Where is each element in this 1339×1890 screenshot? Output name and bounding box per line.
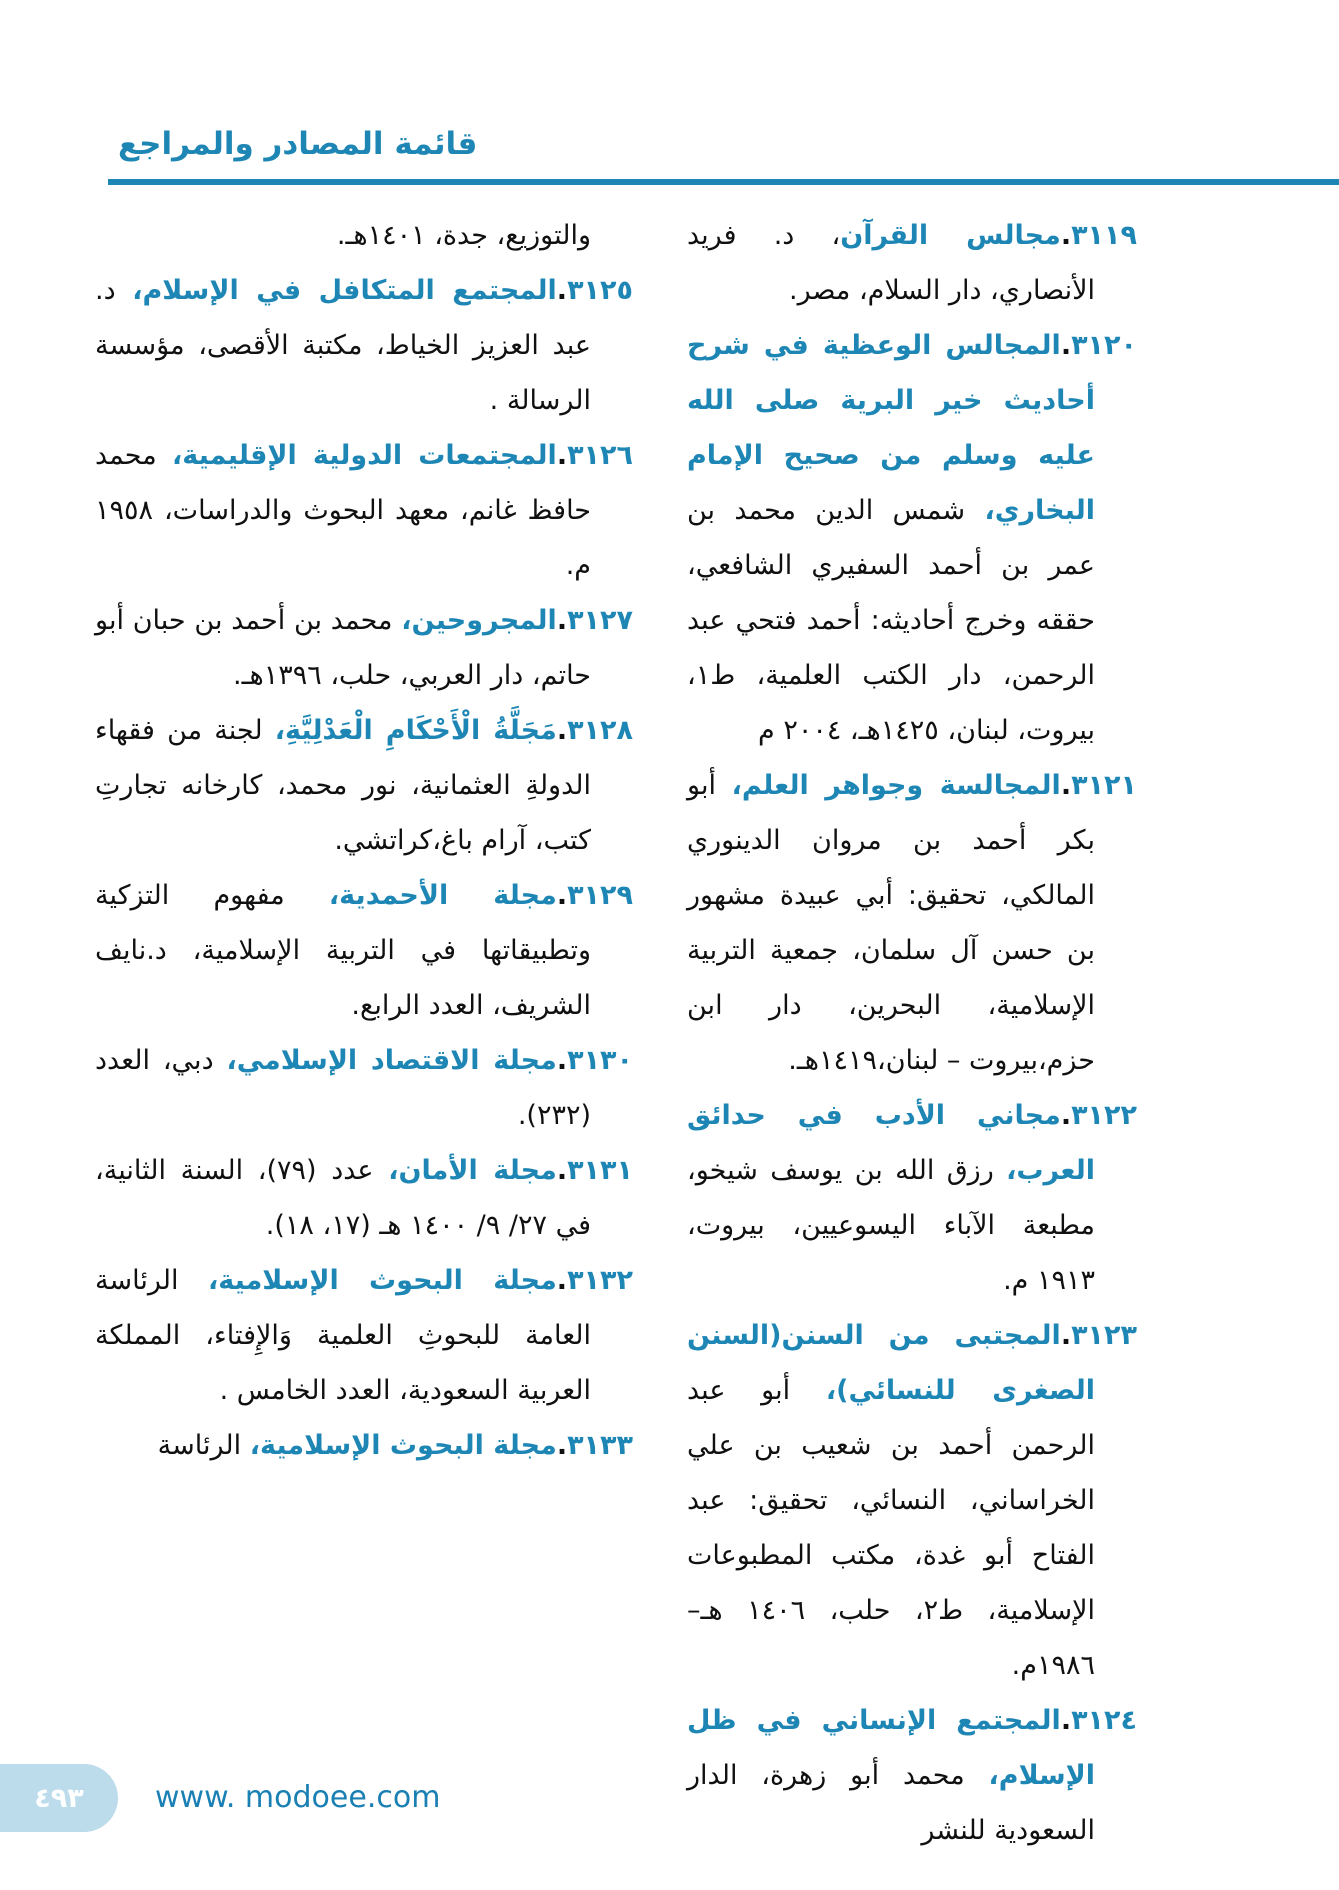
entry-number-dot: . — [556, 1155, 568, 1186]
entry-title: مجلة الأمان، — [388, 1155, 557, 1186]
entry-number: ٣١٢٢ — [1071, 1100, 1137, 1131]
entry-number: ٣١٢٦ — [567, 440, 633, 471]
entry-details: دبي، العدد (٢٣٢). — [95, 1045, 591, 1131]
entry-number: ٣١٣٣ — [567, 1430, 633, 1461]
entry-title: مجلة الأحمدية، — [328, 880, 557, 911]
column-right — [687, 208, 1137, 1858]
entry-number-dot: . — [1060, 330, 1072, 361]
entry-details: الرئاسة العامة للبحوثِ العلمية وَالإِفتاء، المملكة العربية السعودية، العدد الخامس . — [95, 1265, 591, 1406]
entry-number-dot: . — [1060, 770, 1072, 801]
entry-title: المجتبى من السنن(السنن الصغرى للنسائي)، — [687, 1320, 1096, 1406]
reference-entry — [95, 703, 633, 868]
reference-entry — [687, 1693, 1137, 1858]
reference-entry — [687, 318, 1137, 758]
entry-title: مجلة البحوث الإسلامية، — [207, 1265, 557, 1296]
entry-number: ٣١٢٥ — [567, 275, 633, 306]
reference-entry — [95, 1253, 633, 1418]
page-title: قائمة المصادر والمراجع — [118, 126, 478, 162]
entry-title: المجتمعات الدولية الإقليمية، — [171, 440, 557, 471]
reference-entry — [95, 593, 633, 703]
reference-entry-continuation — [95, 208, 633, 263]
page-number-badge — [0, 1764, 118, 1832]
entry-title: المجتمع المتكافل في الإسلام، — [132, 275, 557, 306]
entry-number-dot: . — [556, 1265, 568, 1296]
entry-details: الرئاسة — [157, 1430, 250, 1461]
entry-number: ٣١٢٠ — [1071, 330, 1137, 361]
entry-number-dot: . — [556, 275, 568, 306]
entry-number-dot: . — [556, 1430, 568, 1461]
entry-number-dot: . — [1060, 1100, 1072, 1131]
entry-number: ٣١٣٠ — [567, 1045, 634, 1076]
entry-title: مجلة البحوث الإسلامية، — [249, 1430, 557, 1461]
entry-number: ٣١١٩ — [1071, 220, 1137, 251]
entry-number-dot: . — [556, 880, 568, 911]
entry-number-dot: . — [556, 1045, 568, 1076]
entry-number: ٣١٢٧ — [567, 605, 633, 636]
reference-entry — [687, 1308, 1137, 1693]
entry-details: مفهوم التزكية وتطبيقاتها في التربية الإسلامية، د.نايف الشريف، العدد الرابع. — [95, 880, 591, 1021]
entry-details: شمس الدين محمد بن عمر بن أحمد السفيري الشافعي، حققه وخرج أحاديثه: أحمد فتحي عبد الرحمن، دار الكتب العلمية، ط١، بيروت، لبنان، ١٤٢٥هـ، ٢٠٠٤ م — [687, 495, 1095, 746]
entry-number-dot: . — [1060, 1705, 1072, 1736]
entry-title: مَجَلَّةُ الْأَحْكَامِ الْعَدْلِيَّةِ، — [274, 715, 557, 746]
entry-title: المجتمع الإنساني في ظل الإسلام، — [687, 1705, 1095, 1791]
entry-number: ٣١٣١ — [567, 1155, 633, 1186]
entry-details: محمد أبو زهرة، الدار السعودية للنشر — [687, 1760, 1095, 1846]
reference-entry — [95, 1143, 633, 1253]
entry-details: أبو بكر أحمد بن مروان الدينوري المالكي، تحقيق: أبي عبيدة مشهور بن حسن آل سلمان، جمعية التربية الإسلامية، البحرين، دار ابن حزم،بيروت – لبنان،١٤١٩هـ. — [687, 770, 1095, 1076]
entry-details: والتوزيع، جدة، ١٤٠١هـ. — [336, 220, 591, 251]
entry-title: مجلة الاقتصاد الإسلامي، — [226, 1045, 557, 1076]
entry-number: ٣١٢٤ — [1071, 1705, 1137, 1736]
entry-number: ٣١٢٨ — [567, 715, 633, 746]
reference-entry — [687, 1088, 1137, 1308]
entry-number: ٣١٣٢ — [567, 1265, 633, 1296]
reference-entry — [687, 208, 1137, 318]
website-url: www. modoee.com — [155, 1780, 441, 1815]
entry-details: د. عبد العزيز الخياط، مكتبة الأقصى، مؤسسة الرسالة . — [95, 275, 591, 416]
reference-entry — [687, 758, 1137, 1088]
reference-entry — [95, 428, 633, 593]
header-rule — [108, 179, 1339, 185]
reference-entry — [95, 1033, 633, 1143]
entry-number-dot: . — [556, 715, 568, 746]
entry-title: مجالس القرآن — [840, 220, 1061, 251]
entry-details: عدد (٧٩)، السنة الثانية، في ٢٧/ ٩/ ١٤٠٠ هـ (١٧، ١٨). — [95, 1155, 591, 1241]
reference-entry — [95, 1418, 633, 1473]
entry-details: أبو عبد الرحمن أحمد بن شعيب بن علي الخراساني، النسائي، تحقيق: عبد الفتاح أبو غدة، مكتب المطبوعات الإسلامية، ط٢، حلب، ١٤٠٦ هـ–١٩٨٦م. — [687, 1375, 1095, 1681]
entry-title: المجالس الوعظية في شرح أحاديث خير البرية صلى الله عليه وسلم من صحيح الإمام البخاري، — [687, 330, 1095, 526]
entry-details: لجنة من فقهاء الدولةِ العثمانية، نور محمد، كارخانه تجارتِ كتب، آرام باغ،كراتشي. — [95, 715, 591, 856]
entry-number: ٣١٢١ — [1071, 770, 1138, 801]
entry-details: ، د. فريد الأنصاري، دار السلام، مصر. — [687, 220, 1095, 306]
entry-number-dot: . — [556, 440, 568, 471]
entry-number: ٣١٢٩ — [567, 880, 633, 911]
entry-number: ٣١٢٣ — [1071, 1320, 1137, 1351]
column-left — [95, 208, 633, 1473]
entry-title: المجالسة وجواهر العلم، — [731, 770, 1061, 801]
entry-number-dot: . — [556, 605, 568, 636]
entry-number-dot: . — [1060, 1320, 1072, 1351]
references-list — [95, 208, 1137, 1858]
entry-title: المجروحين، — [401, 605, 557, 636]
entry-details: محمد حافظ غانم، معهد البحوث والدراسات، ١٩٥٨ م. — [95, 440, 591, 581]
page-number: ٤٩٣ — [34, 1782, 84, 1814]
entry-details: محمد بن أحمد بن حبان أبو حاتم، دار العربي، حلب، ١٣٩٦هـ. — [95, 605, 591, 691]
reference-entry — [95, 263, 633, 428]
reference-entry — [95, 868, 633, 1033]
entry-details: رزق الله بن يوسف شيخو، مطبعة الآباء اليسوعيين، بيروت، ١٩١٣ م. — [687, 1155, 1095, 1296]
entry-number-dot: . — [1060, 220, 1072, 251]
entry-title: مجاني الأدب في حدائق العرب، — [687, 1100, 1095, 1186]
